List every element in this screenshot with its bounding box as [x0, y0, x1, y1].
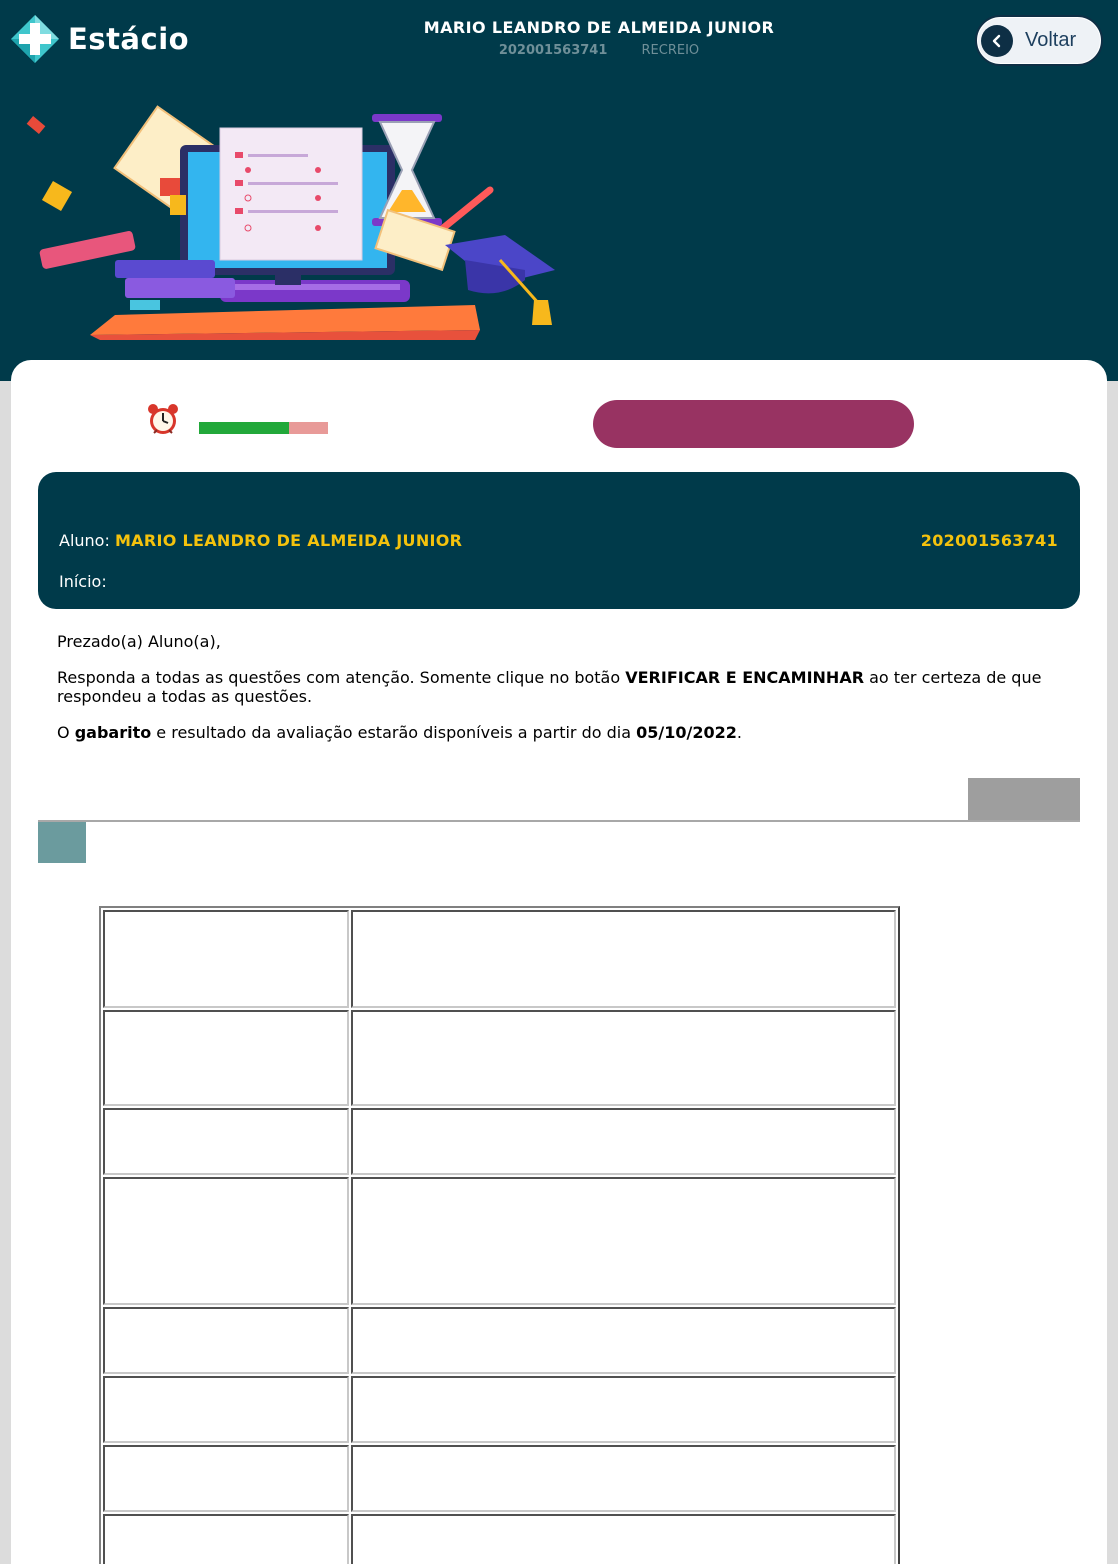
logo-text: Estácio — [68, 22, 190, 56]
table-row — [103, 1514, 896, 1564]
table-cell — [351, 1376, 896, 1443]
table-cell — [103, 910, 349, 1008]
question-table — [99, 906, 900, 1564]
header-banner — [0, 0, 1118, 381]
table-cell — [351, 1445, 896, 1512]
student-info-box — [38, 472, 1080, 609]
instructions-text — [57, 632, 1067, 759]
instructions-text-part: ao ter certeza de que respondeu a todas as questões. — [57, 668, 1042, 706]
action-pill-button[interactable] — [593, 400, 914, 448]
student-row — [59, 531, 462, 550]
back-button[interactable] — [975, 15, 1103, 66]
table-cell — [103, 1010, 349, 1106]
header-student-name: MARIO LEANDRO DE ALMEIDA JUNIOR — [423, 18, 775, 37]
table-row — [103, 910, 896, 1008]
question-tab[interactable] — [968, 778, 1080, 820]
table-cell — [351, 1177, 896, 1305]
table-cell — [351, 1307, 896, 1374]
table-cell — [103, 1108, 349, 1175]
table-row — [103, 1445, 896, 1512]
exam-illustration — [20, 100, 580, 350]
table-row — [103, 1177, 896, 1305]
results-text-part: . — [736, 723, 742, 742]
aluno-name: MARIO LEANDRO DE ALMEIDA JUNIOR — [114, 531, 463, 550]
table-cell — [103, 1376, 349, 1443]
table-cell — [351, 1514, 896, 1564]
inicio-label: Início: — [59, 572, 107, 591]
alarm-clock-icon — [146, 402, 180, 436]
estacio-logo-icon — [10, 14, 60, 64]
header-student-info — [340, 18, 858, 58]
chevron-left-icon — [981, 25, 1013, 57]
time-progress-fill — [199, 422, 289, 434]
greeting: Prezado(a) Aluno(a), — [57, 632, 221, 651]
estacio-logo[interactable] — [10, 14, 189, 64]
table-cell — [351, 1108, 896, 1175]
instructions-paragraph — [57, 668, 1067, 706]
back-button-label: Voltar — [1025, 29, 1077, 51]
results-text-part: O — [57, 723, 75, 742]
results-date: 05/10/2022 — [636, 723, 737, 742]
gabarito-text: gabarito — [74, 723, 152, 742]
table-cell — [351, 910, 896, 1008]
header-sub-line — [340, 43, 858, 58]
results-paragraph — [57, 723, 1067, 742]
table-row — [103, 1307, 896, 1374]
section-divider — [38, 820, 1080, 822]
table-row — [103, 1376, 896, 1443]
aluno-label: Aluno: — [59, 531, 110, 550]
table-cell — [103, 1514, 349, 1564]
table-cell — [103, 1177, 349, 1305]
table-cell — [103, 1307, 349, 1374]
table-cell — [351, 1010, 896, 1106]
header-matricula: 202001563741 — [498, 43, 608, 58]
time-progress-bar — [199, 422, 328, 434]
results-text-part: e resultado da avaliação estarão disponíveis a partir do dia — [151, 723, 637, 742]
student-matricula: 202001563741 — [920, 531, 1058, 550]
question-number-badge — [38, 822, 86, 863]
table-cell — [103, 1445, 349, 1512]
header-campus: RECREIO — [641, 43, 700, 58]
table-row — [103, 1108, 896, 1175]
instructions-text-part: Responda a todas as questões com atenção. Somente clique no botão — [57, 668, 626, 687]
verify-button-reference: VERIFICAR E ENCAMINHAR — [625, 668, 865, 687]
table-row — [103, 1010, 896, 1106]
